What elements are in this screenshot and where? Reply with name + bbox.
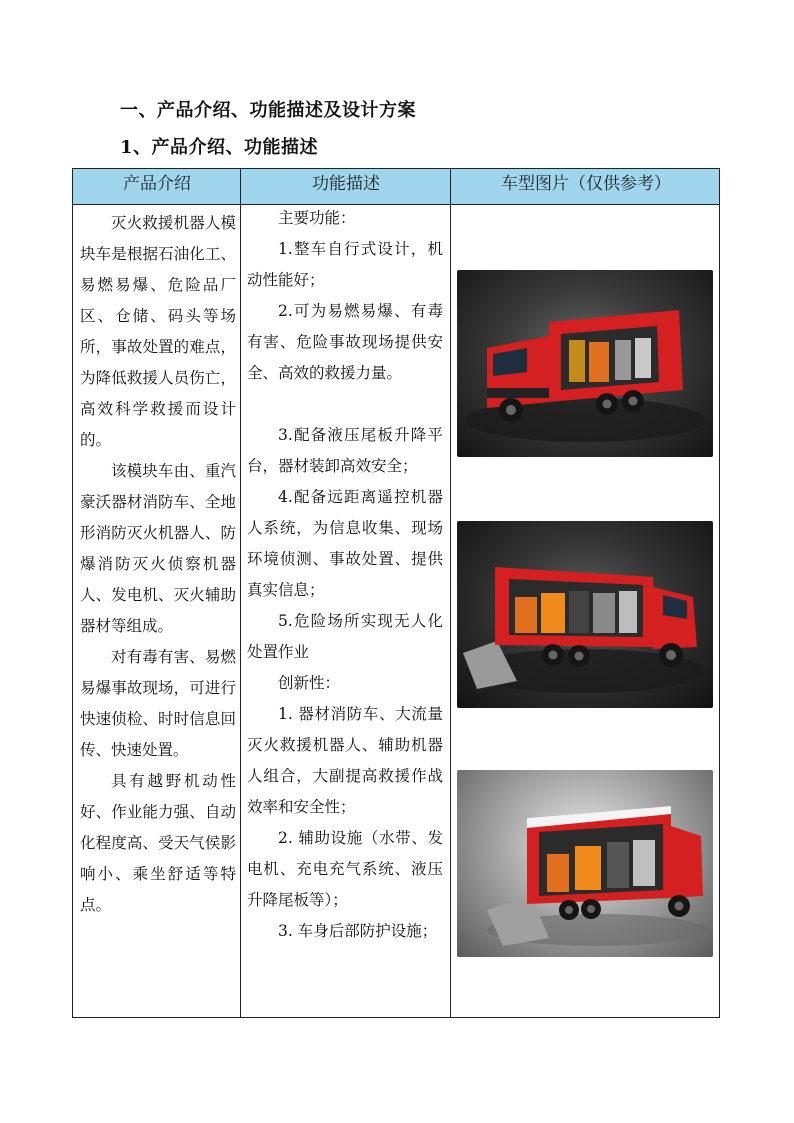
function-item: 3.配备液压尾板升降平台，器材装卸高效安全； — [247, 426, 443, 475]
truck-photo-front — [457, 270, 713, 457]
intro-paragraph: 对有毒有害、易燃易爆事故现场，可进行快速侦检、时时信息回传、快速处置。 — [80, 648, 236, 759]
truck-photo-rear — [457, 770, 713, 957]
column-divider — [450, 169, 451, 1017]
innovation-title: 创新性： — [278, 674, 341, 692]
subsection-heading: 1、产品介绍、功能描述 — [120, 137, 319, 158]
innovation-item: 1. 器材消防车、大流量灭火救援机器人、辅助机器人组合，大副提高救援作战效率和安全性； — [247, 705, 443, 816]
function-item: 1.整车自行式设计，机动性能好； — [247, 240, 443, 289]
function-item: 4.配备远距离遥控机器人系统，为信息收集、现场环境侦测、事故处置、提供真实信息； — [247, 488, 443, 599]
header-intro: 产品介绍 — [123, 174, 191, 194]
main-functions-title: 主要功能： — [278, 209, 356, 227]
column-divider — [240, 169, 241, 1017]
intro-paragraph: 具有越野机动性好、作业能力强、自动化程度高、受天气侯影响小、乘坐舒适等特点。 — [80, 772, 236, 914]
function-item: 2.可为易燃易爆、有毒有害、危险事故现场提供安全、高效的救援力量。 — [247, 302, 443, 382]
header-function: 功能描述 — [312, 174, 380, 194]
intro-paragraph: 灭火救援机器人模块车是根据石油化工、易燃易爆、危险品厂区、仓储、码头等场所，事故处置的难点，为降低救援人员伤亡，高效科学救援而设计的。 — [80, 214, 236, 449]
header-photos: 车型图片（仅供参考） — [501, 174, 671, 194]
function-item: 5.危险场所实现无人化处置作业 — [247, 612, 443, 661]
function-column — [247, 203, 443, 947]
innovation-item: 2. 辅助设施（水带、发电机、充电充气系统、液压升降尾板等）； — [247, 829, 443, 909]
section-heading: 一、产品介绍、功能描述及设计方案 — [120, 100, 416, 121]
intro-paragraph: 该模块车由、重汽豪沃器材消防车、全地形消防灭火机器人、防爆消防灭火侦察机器人、发电机、灭火辅助器材等组成。 — [80, 462, 236, 635]
innovation-item: 3. 车身后部防护设施； — [278, 922, 438, 940]
table-header — [73, 169, 719, 205]
truck-photo-side — [457, 521, 713, 708]
intro-column — [80, 208, 236, 921]
